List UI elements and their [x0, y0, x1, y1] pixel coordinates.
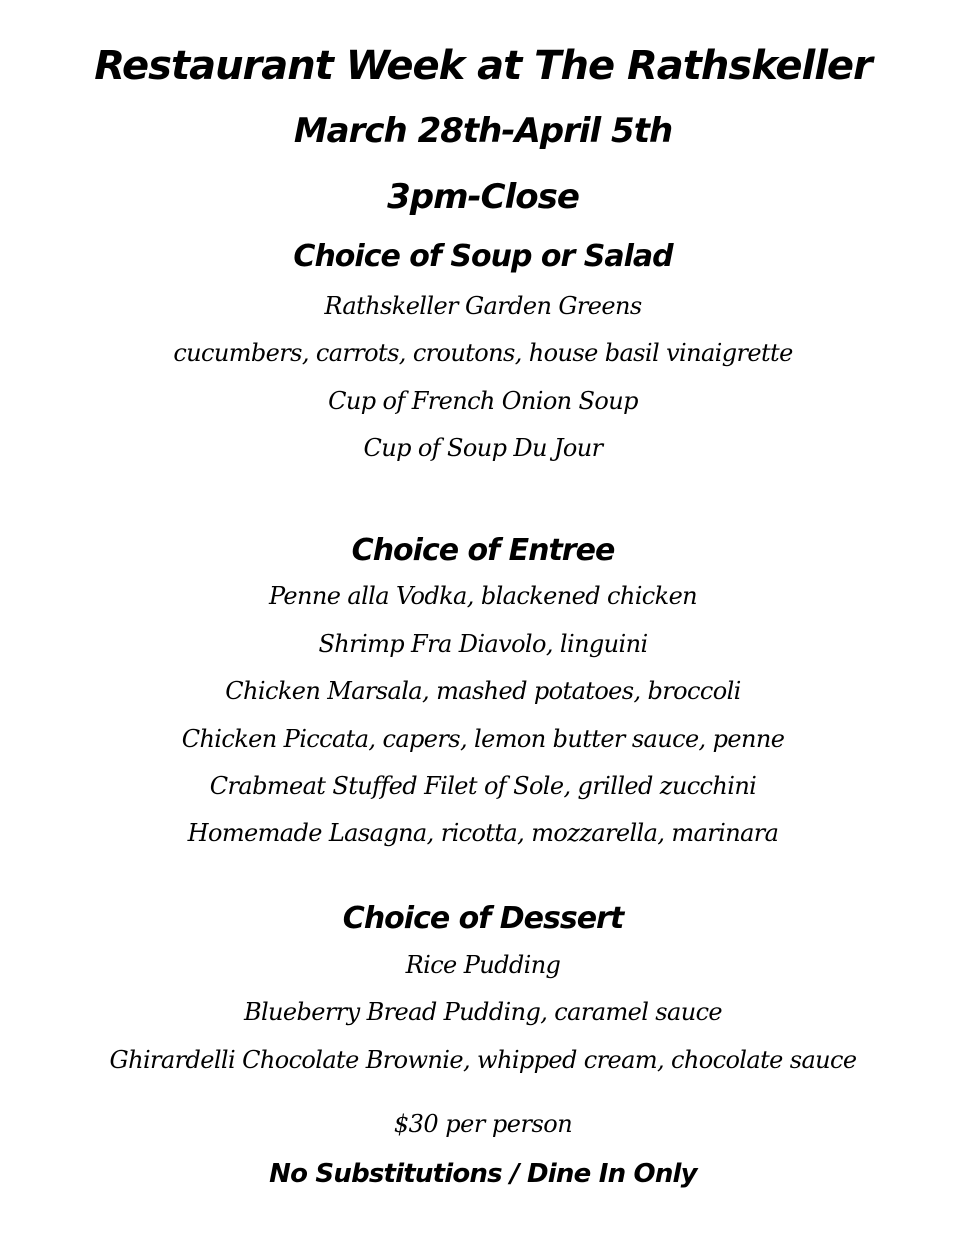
menu-item: Crabmeat Stuffed Filet of Sole, grilled zucchini: [209, 772, 757, 800]
menu-item: Homemade Lasagna, ricotta, mozzarella, marinara: [187, 819, 779, 847]
menu-item: Cup of Soup Du Jour: [363, 434, 603, 462]
menu-item: Cup of French Onion Soup: [328, 387, 638, 415]
event-dates: March 28th-April 5th: [293, 111, 673, 151]
menu-item: Penne alla Vodka, blackened chicken: [268, 582, 698, 610]
menu-item: Ghirardelli Chocolate Brownie, whipped cream, chocolate sauce: [109, 1046, 857, 1074]
section-heading: Choice of Soup or Salad: [293, 239, 673, 274]
page-title: Restaurant Week at The Rathskeller: [94, 43, 872, 89]
menu-item-description: cucumbers, carrots, croutons, house basil vinaigrette: [173, 339, 793, 367]
menu-item: Shrimp Fra Diavolo, linguini: [318, 630, 648, 658]
menu-item: Blueberry Bread Pudding, caramel sauce: [243, 998, 723, 1026]
menu-item: Rathskeller Garden Greens: [324, 292, 642, 320]
price: $30 per person: [393, 1110, 573, 1138]
menu-item: Chicken Marsala, mashed potatoes, broccoli: [225, 677, 741, 705]
section-heading: Choice of Entree: [351, 533, 615, 568]
menu-item: Chicken Piccata, capers, lemon butter sauce, penne: [181, 725, 785, 753]
event-hours: 3pm-Close: [387, 177, 579, 217]
section-heading: Choice of Dessert: [342, 901, 624, 936]
menu-item: Rice Pudding: [405, 951, 561, 979]
policy-note: No Substitutions / Dine In Only: [269, 1159, 697, 1189]
